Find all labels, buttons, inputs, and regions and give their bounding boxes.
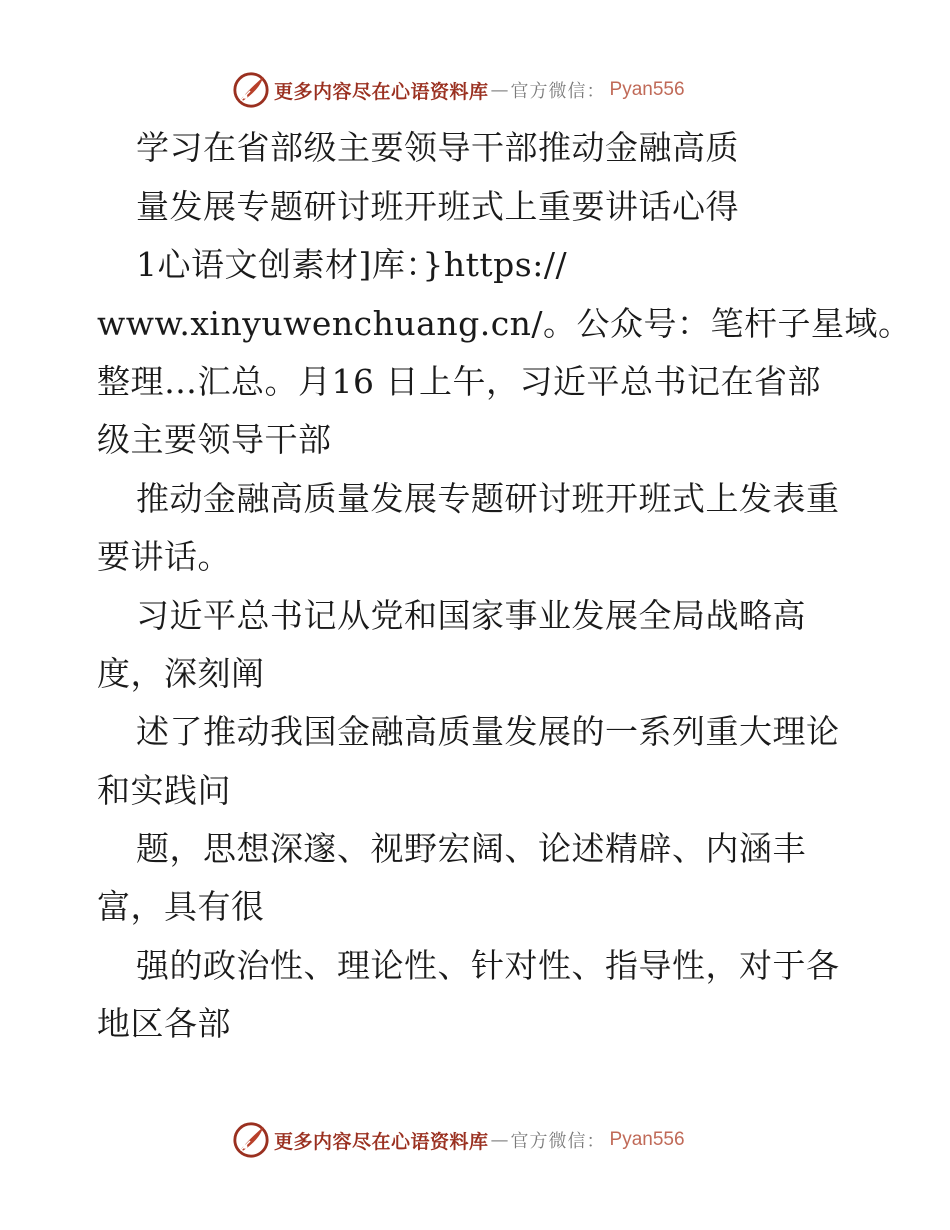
banner-slogan: 更多内容尽在心语资料库	[274, 80, 489, 103]
title-line-2: 量发展专题研讨班开班式上重要讲话心得	[136, 187, 739, 226]
banner-separator: —	[490, 79, 509, 101]
banner-contact-id: Pyan556	[609, 79, 685, 100]
paragraph-line: 述了推动我国金融高质量发展的一系列重大理论	[136, 712, 840, 751]
paragraph-line: 强的政治性、理论性、针对性、指导性，对于各	[136, 946, 840, 985]
banner-contact-id: Pyan556	[609, 1129, 685, 1150]
paragraph-line: 整理…汇总。月16 日上午，习近平总书记在省部	[97, 362, 821, 401]
banner-separator: —	[490, 1129, 509, 1151]
banner-contact-label: 官方微信：	[510, 1131, 606, 1152]
header-watermark-banner	[232, 70, 752, 110]
paragraph-line: 度，深刻阐	[97, 654, 265, 693]
paragraph-line: 1心语文创素材]库：}https://	[136, 245, 568, 284]
paragraph-line: 推动金融高质量发展专题研讨班开班式上发表重	[136, 479, 840, 518]
paragraph-line: www.xinyuwenchuang.cn/。公众号：笔杆子星域。	[97, 304, 912, 343]
paragraph-line: 富，具有很	[97, 887, 265, 926]
paragraph-line: 地区各部	[97, 1004, 231, 1043]
footer-watermark-banner	[232, 1120, 752, 1160]
title-line-1: 学习在省部级主要领导干部推动金融高质	[136, 128, 739, 167]
banner-contact-label: 官方微信：	[510, 81, 606, 102]
banner-slogan: 更多内容尽在心语资料库	[274, 1130, 489, 1153]
quill-pen-logo-icon	[232, 71, 270, 109]
paragraph-line: 要讲话。	[97, 537, 231, 576]
paragraph-line: 题，思想深邃、视野宏阔、论述精辟、内涵丰	[136, 829, 806, 868]
paragraph-line: 和实践问	[97, 771, 231, 810]
paragraph-line: 级主要领导干部	[97, 420, 332, 459]
quill-pen-logo-icon	[232, 1121, 270, 1159]
paragraph-line: 习近平总书记从党和国家事业发展全局战略高	[136, 596, 806, 635]
